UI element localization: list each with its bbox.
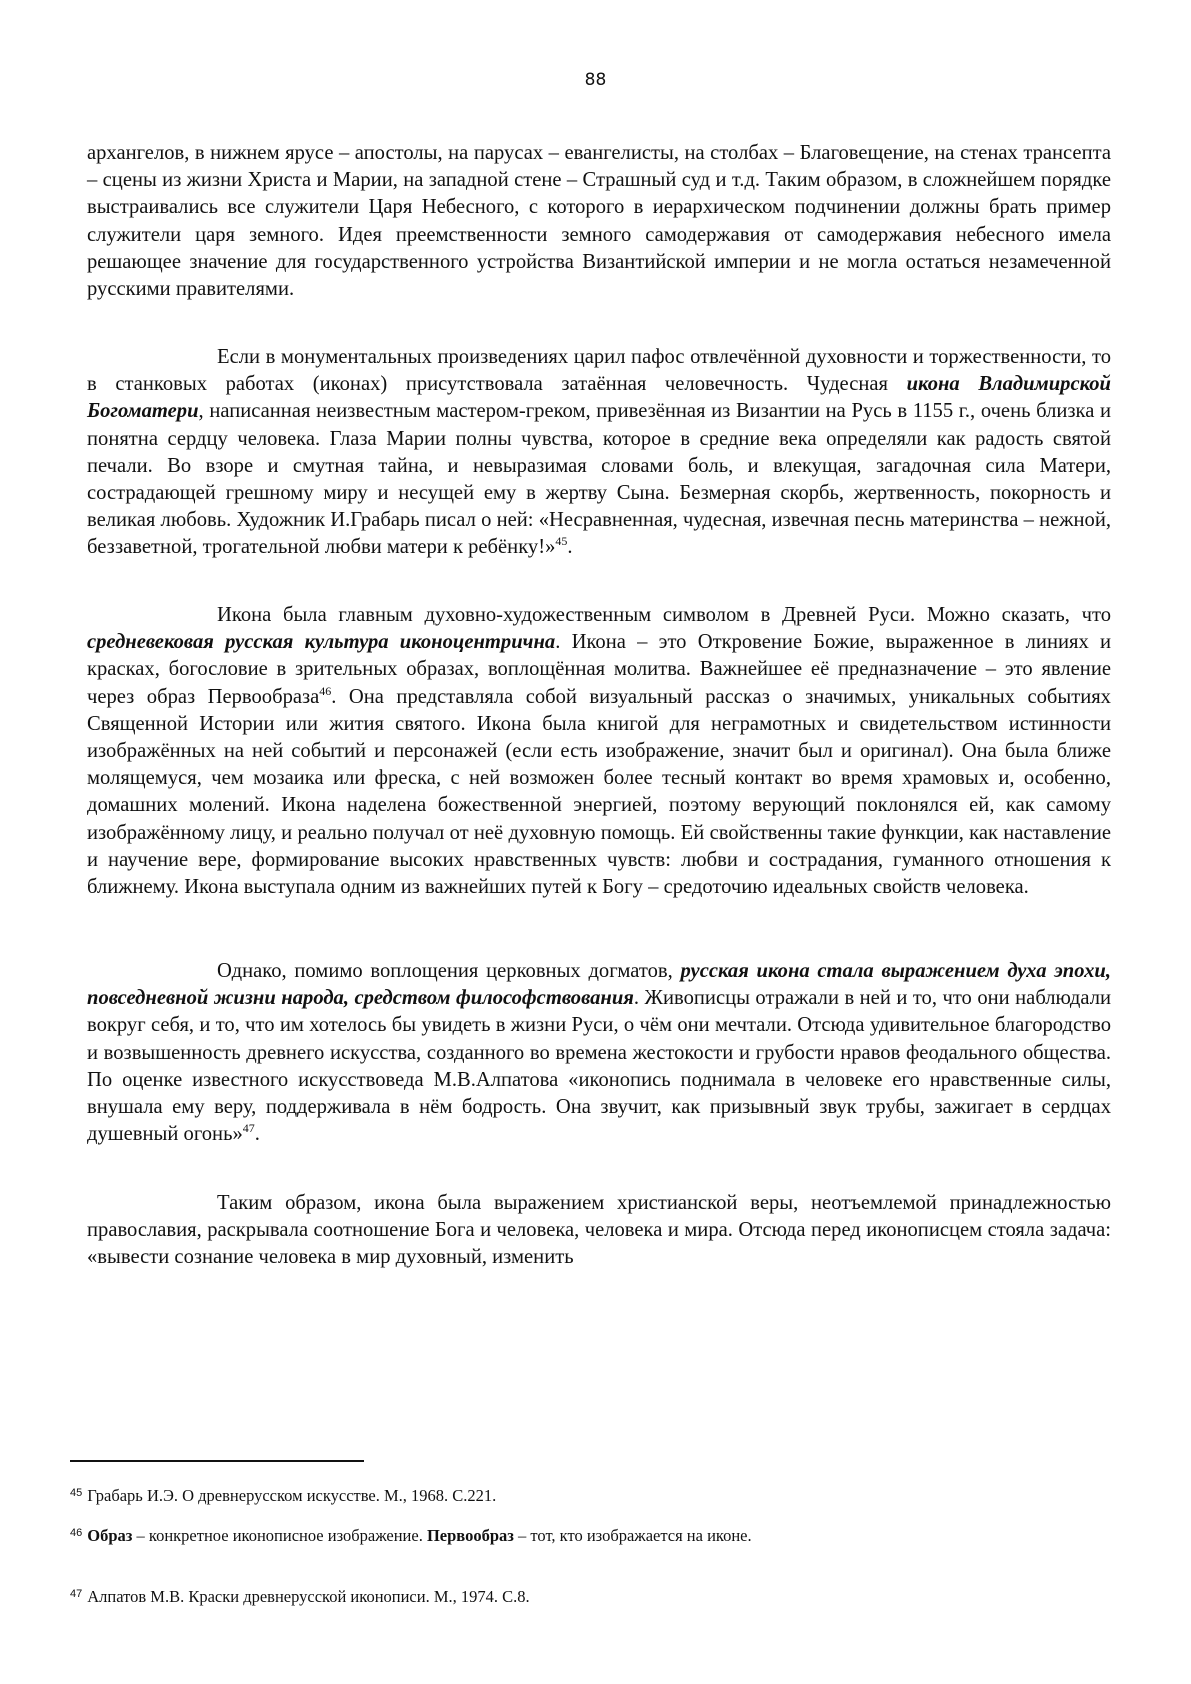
footnote-text: Алпатов М.В. Краски древнерусской иконописи. М., 1974. С.8.: [87, 1587, 530, 1606]
body-paragraph-4: [87, 958, 1111, 1148]
paragraph-text-run: , написанная неизвестным мастером-греком, привезённая из Византии на Русь в 1155 г., очень близка и понятна сердцу человека. Глаза Марии полны чувства, которое в средние века определяли как радость святой печали. Во взоре и смутная тайна, и невыразимая словами боль, и влекущая, загадочная сила Матери, сострадающей грешному миру и несущей ему в жертву Сына. Безмерная скорбь, жертвенность, покорность и великая любовь. Художник И.Грабарь писал о ней: «Несравненная, чудесная, извечная песнь материнства – нежной, беззаветной, трогательной любви матери к ребёнку!»: [87, 400, 1111, 559]
paragraph-text-run: . Живописцы отражали в ней и то, что они наблюдали вокруг себя, и то, что им хотелось бы увидеть в жизни Руси, о чём они мечтали. Отсюда удивительное благородство и возвышенность древнего искусства, созданного во времена жестокости и грубости нравов феодального общества. По оценке известного искусствоведа М.В.Алпатова «иконопись поднимала в человеке его нравственные силы, внушала ему веру, поддерживала в нём бодрость. Она звучит, как призывный звук трубы, зажигает в сердцах душевный огонь»: [87, 987, 1111, 1146]
footnote-reference: 47: [242, 1121, 255, 1136]
paragraph-text: [87, 958, 1111, 1148]
footnote-mark: 46: [70, 1527, 83, 1539]
paragraph-text-run: .: [567, 536, 573, 559]
footnote-46: [70, 1526, 1110, 1546]
footnote-text: – конкретное иконописное изображение.: [132, 1526, 427, 1545]
footnote-text: – тот, кто изображается на иконе.: [513, 1526, 752, 1545]
body-paragraph-3: [87, 602, 1111, 901]
footnote-term: Образ: [87, 1526, 133, 1545]
paragraph-text-run: . Икона – это Откровение Божие, выраженное в линиях и красках, богословие в зрительных образах, воплощённая молитва. Важнейшее её предназначение – это явление через образ Первообраза: [87, 631, 1111, 708]
footnote-mark: 45: [70, 1487, 83, 1499]
paragraph-text: архангелов, в нижнем ярусе – апостолы, на парусах – евангелисты, на столбах – Благовещение, на стенах трансепта – сцены из жизни Христа и Марии, на западной стене – Страшный суд и т.д. Таким образом, в сложнейшем порядке выстраивались все служители Царя Небесного, с которого в иерархическом подчинении должны брать пример служители царя земного. Идея преемственности земного самодержавия от самодержавия небесного имела решающее значение для государственного устройства Византийской империи и не могла остаться незамеченной русскими правителями.: [87, 142, 1111, 301]
paragraph-text-run: Однако, помимо воплощения церковных догматов,: [217, 960, 681, 982]
paragraph-text-run: Икона была главным духовно-художественным символом в Древней Руси. Можно сказать, что: [217, 604, 1111, 626]
paragraph-text: [87, 344, 1111, 562]
footnote-mark: 47: [70, 1588, 83, 1600]
body-paragraph-2: [87, 344, 1111, 562]
footnote-separator: [70, 1460, 364, 1462]
paragraph-text-run: Если в монументальных произведениях царил пафос отвлечённой духовности и торжественности, то в станковых работах (иконах) присутствовала затаённая человечность. Чудесная: [87, 346, 1111, 396]
emphasized-phrase: икона Владимирской Богоматери: [87, 373, 1111, 423]
footnote-term: Первообраз: [426, 1526, 514, 1545]
footnote-47: [70, 1587, 1110, 1607]
footnote-reference: 45: [555, 534, 568, 549]
body-paragraph-1: [87, 140, 1111, 303]
paragraph-text: [87, 602, 1111, 901]
page-number: 88: [584, 70, 607, 90]
paragraph-text-run: .: [254, 1123, 260, 1146]
emphasized-phrase: русская икона стала выражением духа эпохи, повседневной жизни народа, средством философствования: [87, 960, 1112, 1010]
footnote-45: [70, 1486, 1110, 1506]
footnote-reference: 46: [319, 683, 332, 698]
paragraph-text: Таким образом, икона была выражением христианской веры, неотъемлемой принадлежностью православия, раскрывала соотношение Бога и человека, человека и мира. Отсюда перед иконописцем стояла задача: «вывести сознание человека в мир духовный, изменить: [87, 1192, 1111, 1269]
emphasized-phrase: средневековая русская культура иконоцентрична: [87, 631, 556, 654]
body-paragraph-5: [87, 1190, 1111, 1272]
footnote-text: Грабарь И.Э. О древнерусском искусстве. М., 1968. С.221.: [87, 1486, 497, 1505]
paragraph-text-run: . Она представляла собой визуальный рассказ о значимых, уникальных событиях Священной Истории или жития святого. Икона была книгой для неграмотных и свидетельством истинности изображённых на ней событий и персонажей (если есть изображение, значит был и оригинал). Она была ближе молящемуся, чем мозаика или фреска, с ней возможен более тесный контакт во время храмовых и, особенно, домашних молений. Икона наделена божественной энергией, поэтому верующий поклонялся ей, как самому изображённому лицу, и реально получал от неё духовную помощь. Ей свойственны такие функции, как наставление и научение вере, формирование высоких нравственных чувств: любви и сострадания, гуманного отношения к ближнему. Икона выступала одним из важнейших путей к Богу – средоточию идеальных свойств человека.: [87, 685, 1111, 899]
